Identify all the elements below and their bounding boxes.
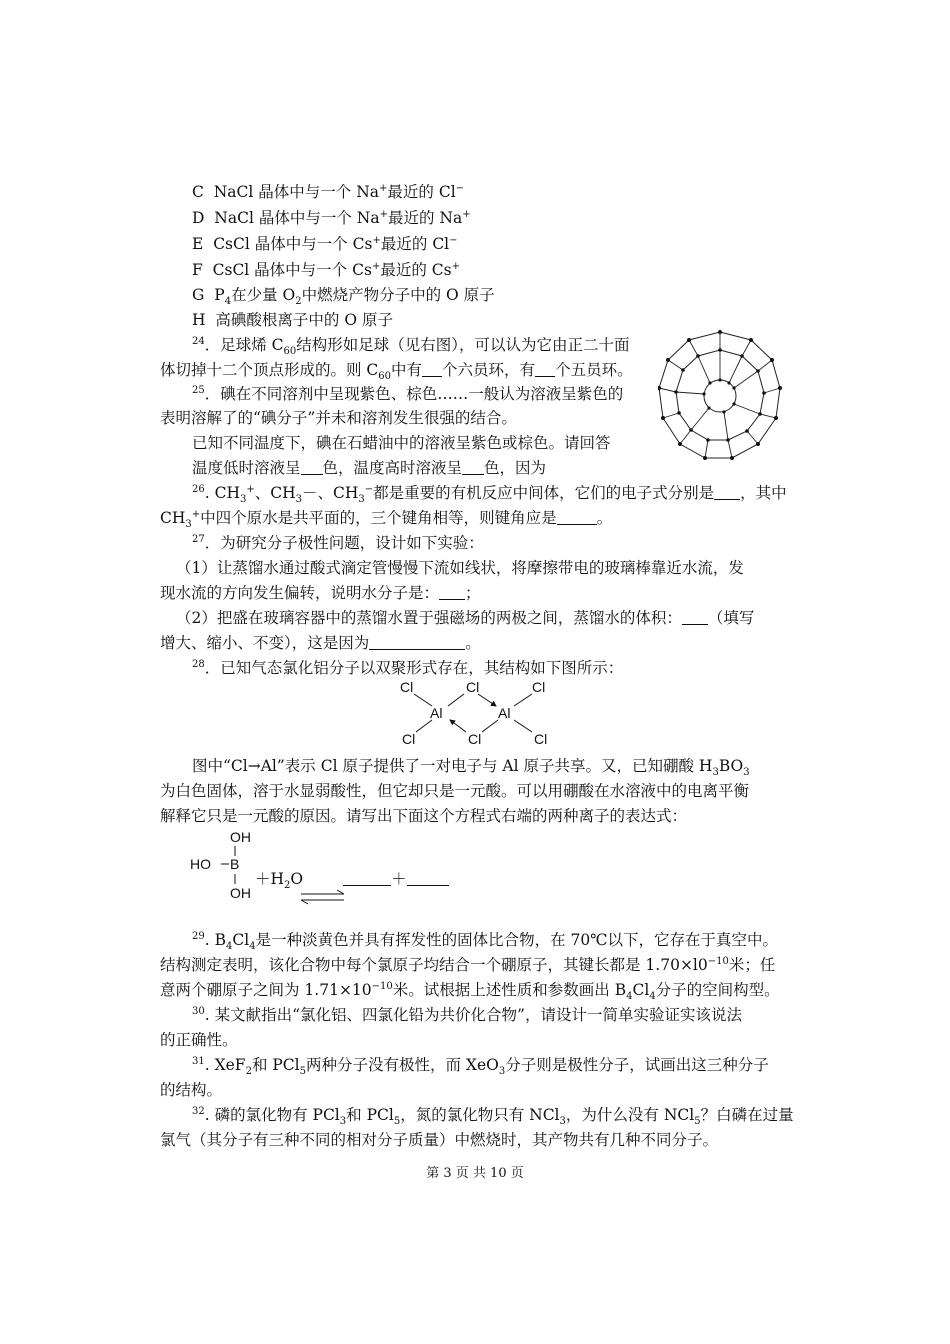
dimer-cl-top-left: Cl [400,679,414,695]
dimer-cl-bottom-left: Cl [402,731,416,747]
q28-line1: 图中“Cl→Al”表示 Cl 原子提供了一对电子与 Al 原子共享。又，已知硼酸 $H_3BO_3$ [192,757,750,779]
q30-line2: 的正确性。 [160,1031,238,1049]
q25-blank-high[interactable] [462,460,484,475]
q25-line1: $^{25}$．碘在不同溶剂中呈现紫色、棕色……一般认为溶液呈紫色的 [192,384,624,403]
q26-blank-angle[interactable] [557,510,597,525]
boric-oh-bottom: OH [230,885,251,901]
q26-line1: $^{26}$. $CH_3^+$、$CH_3-$、$CH_3^-$都是重要的有机反应中间体，它们的电子式分别是 ，其中 [192,483,787,506]
dimer-al-right: Al [498,705,511,721]
q26-line2: $CH_3^+$中四个原水是共平面的，三个键角相等，则键角应是 。 [160,508,613,531]
q27-p2c: 增大、缩小、不变），这是因为 。 [160,634,481,652]
option-e: E CsCl 晶体中与一个 Cs+最近的 Cl− [192,234,458,253]
q28-equation-right: $+H_2O$ ＋ [255,868,495,891]
q25-blank-low[interactable] [301,460,323,475]
q24-line2: 体切掉十二个顶点形成的。则 $C_{60}$中有 个六员环，有 个五员环。 [160,361,633,383]
q28-line3: 解释它只是一元酸的原因。请写出下面这个方程式右端的两种离子的表达式： [160,807,688,825]
q31-line2: 的结构。 [160,1081,223,1099]
q32-line2: 氯气（其分子有三种不同的相对分子质量）中燃烧时，其产物共有几种不同分子。 [160,1131,719,1149]
q27-blank-polar[interactable] [439,585,465,600]
boric-ho-left: HO [190,856,211,872]
al2cl6-dimer-figure [390,678,560,750]
q27-p1a: （1）让蒸馏水通过酸式滴定管慢慢下流如线状，将摩擦带电的玻璃棒靠近水流，发 [176,559,744,577]
q28-head: $^{28}$．已知气态氯化铝分子以双聚形式存在，其结构如下图所示： [192,658,624,677]
q31-line1: $^{31}$. XeF$_2$和 PCl$_5$两种分子没有极性，而 XeO$_3$分子则是极性分子，试画出这三种分子 [192,1055,769,1078]
option-d: D NaCl 晶体中与一个 Na+最近的 Na+ [192,208,471,227]
q28-line2: 为白色固体，溶于水显弱酸性，但它却只是一元酸。可以用硼酸在水溶液中的电离平衡 [160,782,750,800]
dimer-al-left: Al [430,705,443,721]
option-f: F CsCl 晶体中与一个 Cs+最近的 Cs+ [192,260,460,279]
q27-p2a: （2）把盛在玻璃容器中的蒸馏水置于强磁场的两极之间，蒸馏水的体积： （填写 [176,609,755,627]
option-c: C NaCl 晶体中与一个 Na+最近的 Cl− [192,182,465,201]
boric-oh-top: OH [230,829,251,845]
q28-blank-ion2[interactable] [407,871,449,886]
q27-blank-reason[interactable] [369,635,465,650]
option-g: G $P_4$在少量 $O_2$中燃烧产物分子中的 O 原子 [192,286,495,308]
q25-line2: 表明溶解了的“碘分子”并未和溶剂发生很强的结合。 [160,409,517,427]
q24-blank-pentagon[interactable] [535,362,555,377]
dimer-cl-bottom-mid: Cl [468,731,482,747]
q27-p1b: 现水流的方向发生偏转，说明水分子是： ； [160,584,481,602]
q25-line4: 温度低时溶液呈 色，温度高时溶液呈 色，因为 [192,459,547,477]
q29-line1: $^{29}$. $B_4Cl_4$是一种淡黄色并具有挥发性的固体比合物，在 70℃以下，它存在于真空中。 [192,930,779,953]
q29-line2: 结构测定表明，该化合物中每个氯原子均结合一个硼原子，其键长都是 $1.70\times l0^{-10}$米；任 [160,955,776,974]
q25-line3: 已知不同温度下，碘在石蜡油中的溶液呈紫色或棕色。请回答 [192,434,611,452]
q24-line1: $^{24}$．足球烯 $C_{60}$结构形如足球（见右图），可以认为它由正二十面 [192,335,630,358]
q28-blank-ion1[interactable] [343,871,391,886]
q27-blank-volume[interactable] [682,610,708,625]
dimer-cl-top-right: Cl [532,679,546,695]
q24-blank-hexagon[interactable] [422,362,442,377]
q27-head: $^{27}$．为研究分子极性问题，设计如下实验： [192,533,484,552]
dimer-cl-bottom-right: Cl [534,731,548,747]
boric-b: B [230,856,240,872]
q30-line1: $^{30}$. 某文献指出“氯化铝、四氯化铅为共价化合物”，请设计一简单实验证实该说法 [192,1005,742,1024]
page-footer: 第 3 页 共 10 页 [426,1166,524,1181]
q29-line3: 意两个硼原子之间为 $1.71\times 10^{-10}$米。试根据上述性质和参数画出 $B_4Cl_4$分子的空间构型。 [160,980,780,1003]
q32-line1: $^{32}$. 磷的氯化物有 PCl$_3$和 PCl$_5$，氮的氯化物只有 NCl$_3$，为什么没有 NCl$_5$？白磷在过量 [192,1105,794,1128]
option-h: H 高碘酸根离子中的 O 原子 [192,311,393,329]
dimer-cl-top-mid: Cl [466,679,480,695]
q26-blank-electron[interactable] [714,485,740,500]
